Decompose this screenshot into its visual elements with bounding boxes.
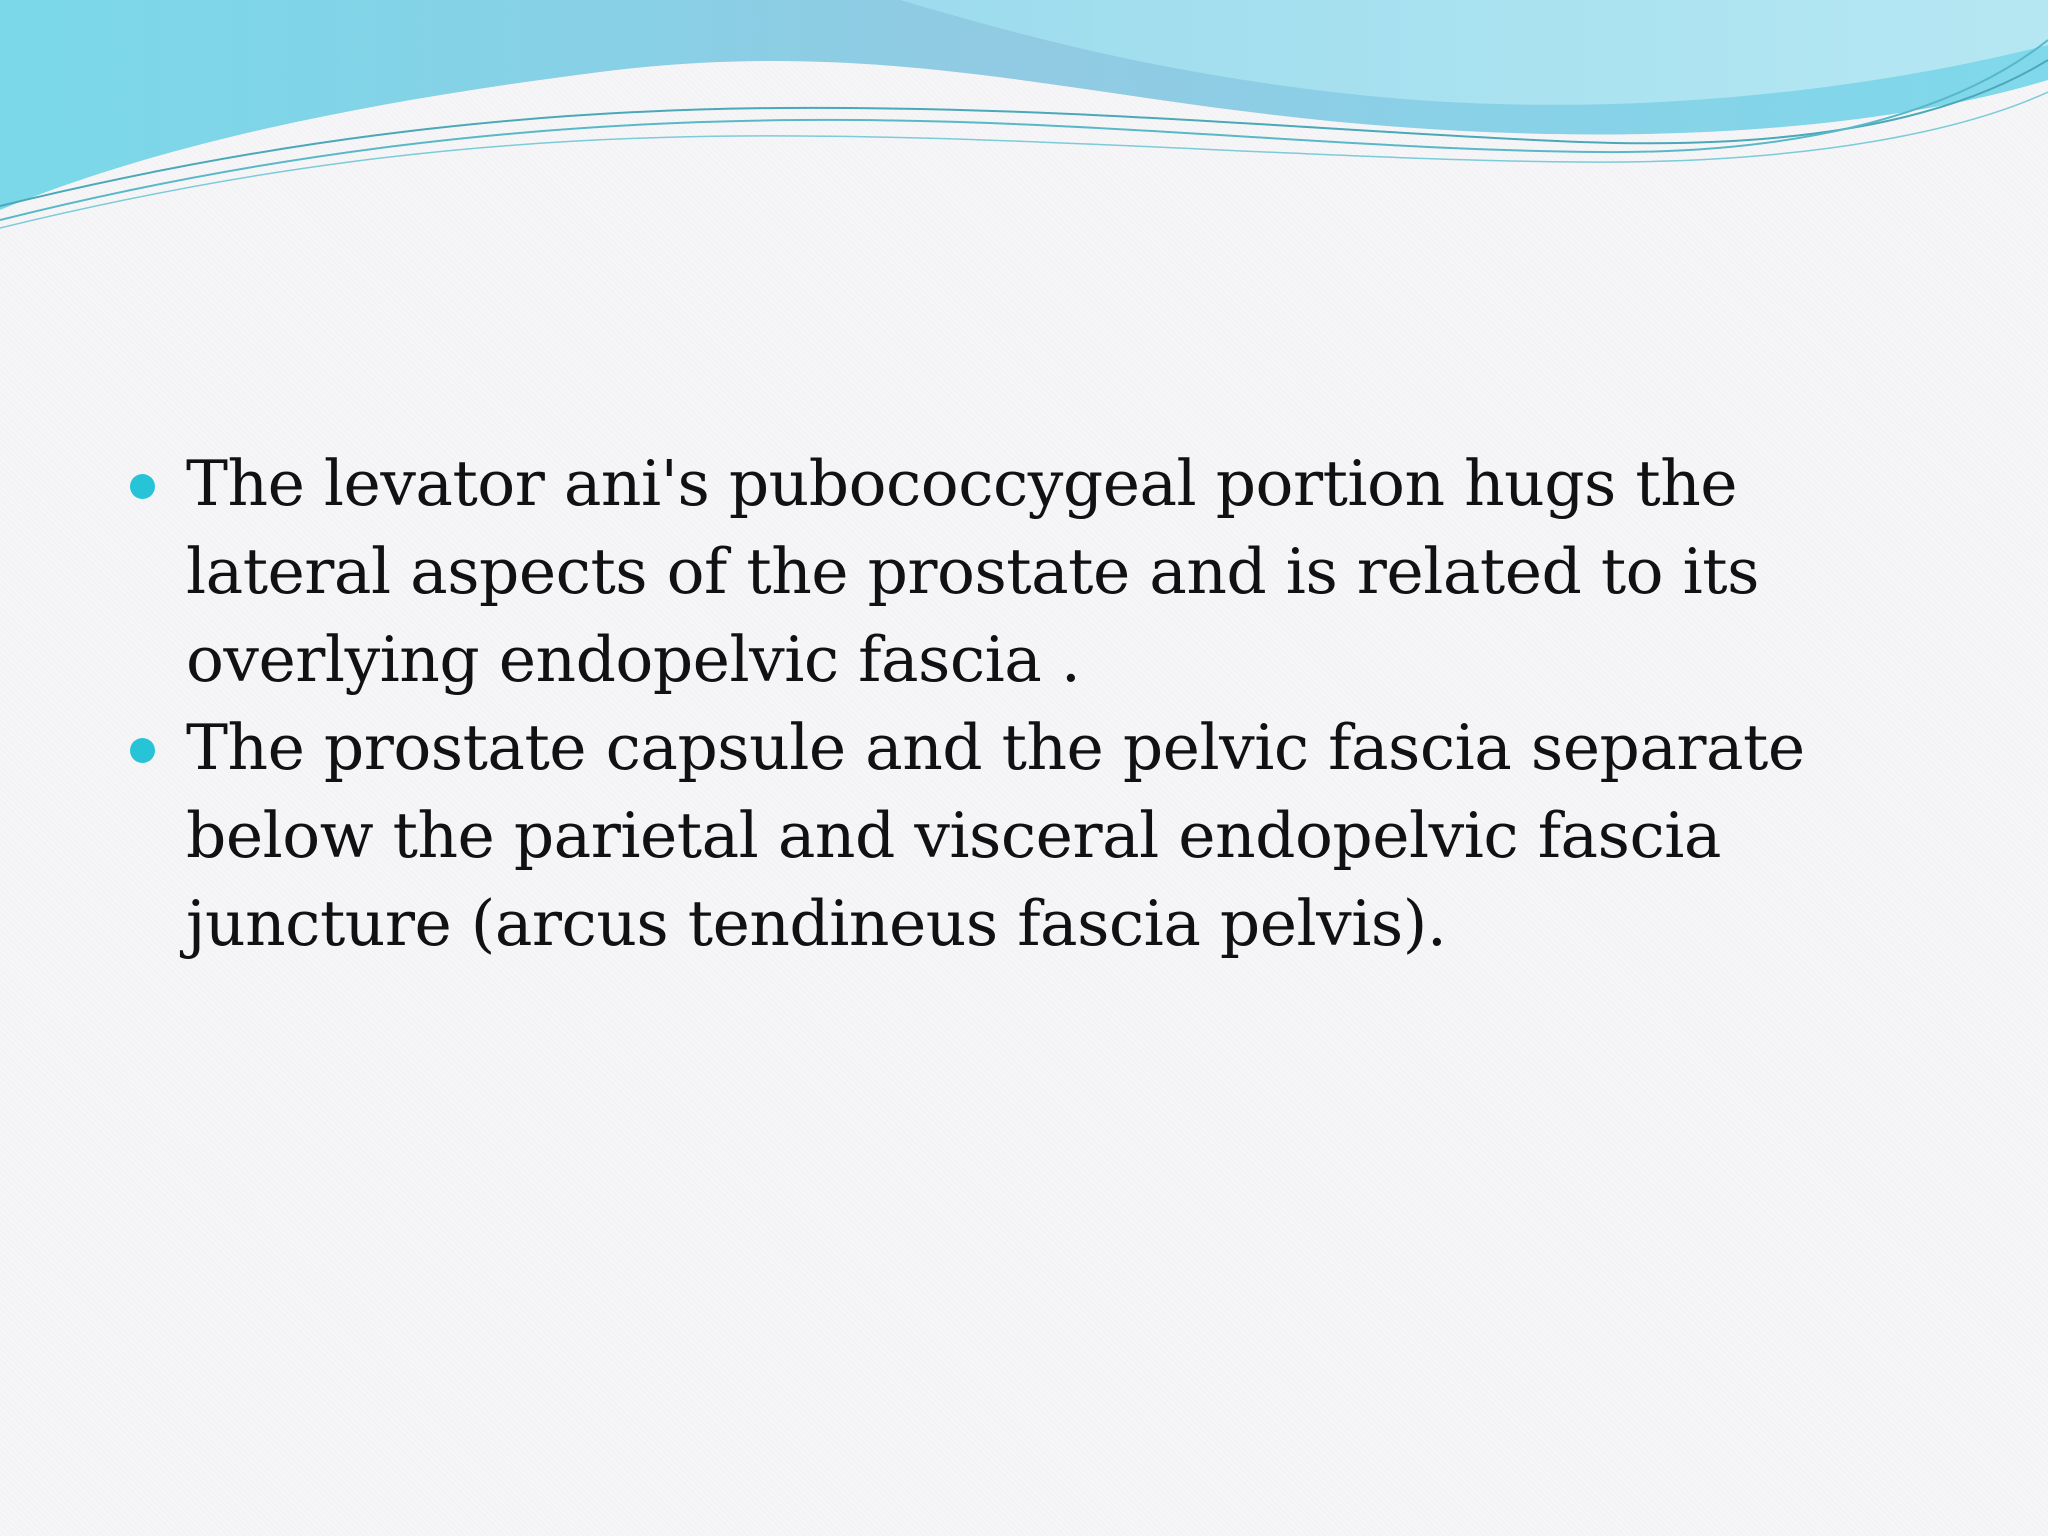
bullet-list [128, 440, 2008, 968]
bullet-text-line: The levator ani's pubococcygeal portion hugs the [186, 447, 1738, 520]
bullet-text-line: lateral aspects of the prostate and is related to its [186, 535, 1759, 608]
bullet-text-line: below the parietal and visceral endopelvic fascia [186, 799, 1721, 872]
bullet-dot-icon [130, 474, 155, 499]
bullet-text-line: The prostate capsule and the pelvic fascia separate [186, 711, 1805, 784]
bullet-text-line: juncture (arcus tendineus fascia pelvis). [186, 887, 1447, 960]
bullet-text-line: overlying endopelvic fascia . [186, 623, 1081, 696]
header-wave-decoration [0, 0, 2048, 240]
slide-content [128, 440, 2008, 968]
bullet-item [128, 704, 2008, 968]
bullet-dot-icon [130, 738, 155, 763]
bullet-item [128, 440, 2008, 704]
